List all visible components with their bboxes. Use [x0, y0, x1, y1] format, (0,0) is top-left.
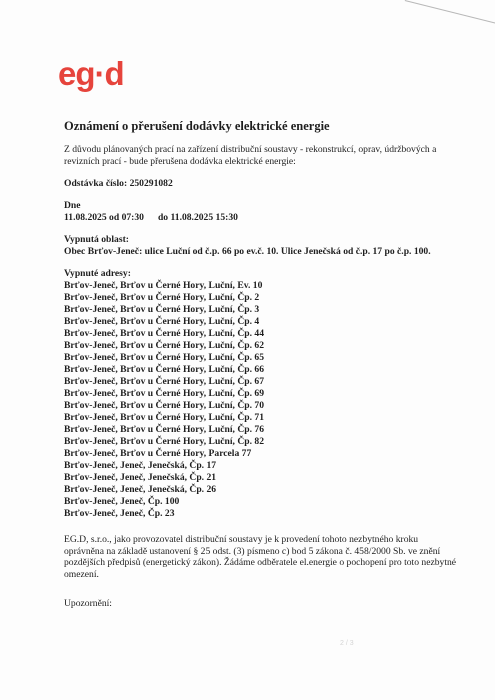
list-item: Brťov-Jeneč, Jeneč, Jenečská, Čp. 21 [64, 472, 217, 483]
list-item: Brťov-Jeneč, Brťov u Černé Hory, Luční, Čp. 4 [64, 316, 260, 327]
list-item: Brťov-Jeneč, Brťov u Černé Hory, Luční, Čp. 67 [64, 376, 264, 387]
outage-number [64, 178, 459, 190]
date-from: 11.08.2025 od 07:30 [64, 212, 144, 223]
list-item: Brťov-Jeneč, Jeneč, Čp. 100 [64, 496, 180, 507]
list-item: Brťov-Jeneč, Brťov u Černé Hory, Luční, Čp. 76 [64, 424, 264, 435]
address-list [64, 280, 459, 520]
list-item: Brťov-Jeneč, Brťov u Černé Hory, Luční, Čp. 82 [64, 436, 264, 447]
list-item: Brťov-Jeneč, Brťov u Černé Hory, Luční, Čp. 3 [64, 304, 260, 315]
date-label: Dne [64, 200, 81, 211]
notice-title: Oznámení o přerušení dodávky elektrické energie [64, 119, 330, 133]
area-text: Obec Brťov-Jeneč: ulice Luční od č.p. 66 po ev.č. 10. Ulice Jenečská od č.p. 17 po č.p. 100. [64, 246, 431, 257]
list-item: Brťov-Jeneč, Jeneč, Jenečská, Čp. 26 [64, 484, 217, 495]
legal-text: EG.D, s.r.o., jako provozovatel distribuční soustavy je k provedení tohoto nezbytného kroku oprávněna na základě ustanovení § 25 odst. (3) písmeno c) bod 5 zákona č. 458/2000 Sb. ve znění pozdějších předpisů (energetický zákon). Žádáme odběratele el.energie o pochopení pro toto nezbytné omezení. [64, 534, 457, 580]
outage-number-value: 250291082 [129, 178, 173, 189]
addresses-section [64, 268, 459, 520]
page-corner-line [405, 0, 495, 24]
list-item: Brťov-Jeneč, Brťov u Černé Hory, Luční, Čp. 62 [64, 340, 264, 351]
date-to: do 11.08.2025 15:30 [157, 212, 238, 223]
list-item: Brťov-Jeneč, Brťov u Černé Hory, Luční, Ev. 10 [64, 280, 263, 291]
notice-intro: Z důvodu plánovaných prací na zařízení distribuční soustavy - rekonstrukcí, oprav, údržbových a revizních prací - bude přerušena dodávka elektrické energie: [64, 144, 437, 167]
list-item: Brťov-Jeneč, Brťov u Černé Hory, Luční, Čp. 70 [64, 400, 264, 411]
notice-content [64, 118, 459, 610]
outage-number-label: Odstávka číslo: [64, 178, 128, 189]
outage-area [64, 234, 459, 258]
list-item: Brťov-Jeneč, Brťov u Černé Hory, Luční, Čp. 65 [64, 352, 264, 363]
area-label: Vypnutá oblast: [64, 234, 129, 245]
list-item: Brťov-Jeneč, Jeneč, Jenečská, Čp. 17 [64, 460, 217, 471]
warning-label: Upozornění: [64, 598, 112, 609]
addresses-label: Vypnuté adresy: [64, 268, 131, 279]
list-item: Brťov-Jeneč, Brťov u Černé Hory, Luční, Čp. 69 [64, 388, 264, 399]
list-item: Brťov-Jeneč, Jeneč, Čp. 23 [64, 508, 175, 519]
list-item: Brťov-Jeneč, Brťov u Černé Hory, Parcela 77 [64, 448, 252, 459]
outage-date [64, 200, 459, 224]
list-item: Brťov-Jeneč, Brťov u Černé Hory, Luční, Čp. 2 [64, 292, 260, 303]
list-item: Brťov-Jeneč, Brťov u Černé Hory, Luční, Čp. 66 [64, 364, 264, 375]
page-number: 2 / 3 [340, 640, 354, 647]
egd-logo: eg·d [58, 55, 124, 92]
list-item: Brťov-Jeneč, Brťov u Černé Hory, Luční, Čp. 71 [64, 412, 264, 423]
date-range [64, 212, 459, 224]
list-item: Brťov-Jeneč, Brťov u Černé Hory, Luční, Čp. 44 [64, 328, 264, 339]
